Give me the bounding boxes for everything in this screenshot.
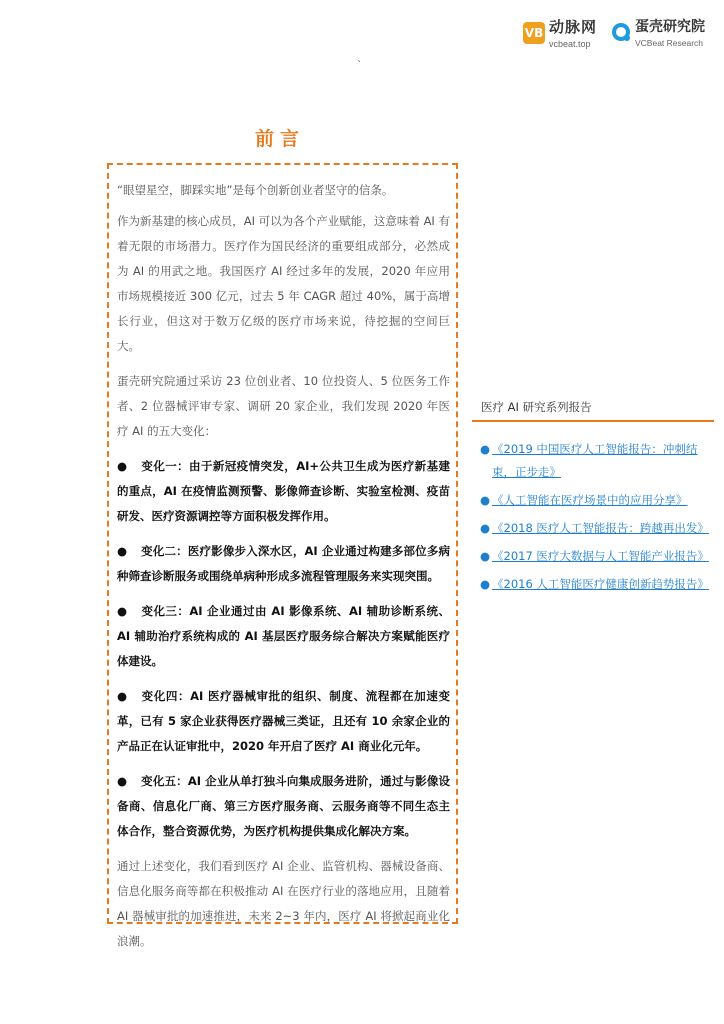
bullet-icon: ● <box>480 549 491 563</box>
vcbeat-logo-site: vcbeat.top <box>549 39 591 49</box>
bullet-icon: ● <box>480 493 491 507</box>
report-link-ai-scenarios[interactable]: 《人工智能在医疗场景中的应用分享》 <box>492 493 688 507</box>
preface-content <box>117 178 450 964</box>
report-link-item <box>480 573 710 596</box>
vcbeat-research-logo-name: 蛋壳研究院 <box>635 19 705 35</box>
change-text: 变化一：由于新冠疫情突发，AI+公共卫生成为医疗新基建的重点，AI 在疫情监测预警、影像筛查诊断、实验室检测、疫苗研发、医疗资源调控等方面积极发挥作用。 <box>117 459 450 523</box>
report-link-item <box>480 438 710 484</box>
report-series-title: 医疗 AI 研究系列报告 <box>481 400 592 414</box>
report-link-2017[interactable]: 《2017 医疗大数据与人工智能产业报告》 <box>492 549 709 563</box>
report-link-2018[interactable]: 《2018 医疗人工智能报告：跨越再出发》 <box>492 521 709 535</box>
vcbeat-research-logo-site: VCBeat Research <box>635 38 704 48</box>
preface-paragraph-1: 作为新基建的核心成员，AI 可以为各个产业赋能，这意味着 AI 有着无限的市场潜力。医疗作为国民经济的重要组成部分，必然成为 AI 的用武之地。我国医疗 AI 经过多年的发展，2020 年应用市场规模接近 300 亿元，过去 5 年 CAGR 超过 40%，属于高增长行业，但这对于数万亿级的医疗市场来说，待挖掘的空间巨大。 <box>117 214 450 353</box>
bullet-icon: ● <box>117 544 128 558</box>
report-series-divider <box>472 420 714 422</box>
report-series-list <box>480 438 710 601</box>
bullet-icon: ● <box>117 689 128 703</box>
bullet-icon: ● <box>117 604 128 618</box>
bullet-icon: ● <box>480 521 491 535</box>
vcbeat-research-logo <box>612 16 705 48</box>
report-link-2019[interactable]: 《2019 中国医疗人工智能报告：冲刺结束，正步走》 <box>492 442 698 479</box>
change-item <box>117 454 450 529</box>
vcbeat-research-logo-icon <box>612 23 630 41</box>
vcbeat-logo <box>523 16 597 49</box>
stray-mark: ` <box>357 60 362 71</box>
change-text: 变化四：AI 医疗器械审批的组织、制度、流程都在加速变革，已有 5 家企业获得医疗器械三类证，且还有 10 余家企业的产品正在认证审批中，2020 年开启了医疗 AI 商业化元年。 <box>117 689 450 753</box>
change-item <box>117 539 450 589</box>
change-item <box>117 599 450 674</box>
change-item <box>117 684 450 759</box>
bullet-icon: ● <box>480 442 491 456</box>
change-text: 变化三：AI 企业通过由 AI 影像系统、AI 辅助诊断系统、AI 辅助治疗系统构成的 AI 基层医疗服务综合解决方案赋能医疗体建设。 <box>117 604 450 668</box>
bullet-icon: ● <box>117 459 128 473</box>
change-item <box>117 769 450 844</box>
report-link-2016[interactable]: 《2016 人工智能医疗健康创新趋势报告》 <box>492 577 709 591</box>
preface-paragraph-2: 蛋壳研究院通过采访 23 位创业者、10 位投资人、5 位医务工作者、2 位器械评审专家、调研 20 家企业，我们发现 2020 年医疗 AI 的五大变化： <box>117 374 450 438</box>
change-text: 变化五：AI 企业从单打独斗向集成服务进阶，通过与影像设备商、信息化厂商、第三方医疗服务商、云服务商等不同生态主体合作，整合资源优势，为医疗机构提供集成化解决方案。 <box>117 774 450 838</box>
change-text: 变化二：医疗影像步入深水区，AI 企业通过构建多部位多病种筛查诊断服务或围绕单病种形成多流程管理服务来实现突围。 <box>117 544 450 583</box>
vcbeat-logo-icon: VB <box>523 22 545 44</box>
report-link-item <box>480 545 710 568</box>
preface-quote: “眼望星空，脚踩实地”是每个创新创业者坚守的信条。 <box>117 183 394 197</box>
report-link-item <box>480 489 710 512</box>
vcbeat-logo-name: 动脉网 <box>549 18 598 36</box>
report-link-item <box>480 517 710 540</box>
page-title: 前言 <box>254 128 305 150</box>
preface-conclusion: 通过上述变化，我们看到医疗 AI 企业、监管机构、器械设备商、信息化服务商等都在积极推动 AI 在医疗行业的落地应用，且随着 AI 器械审批的加速推进，未来 2~3 年内，医疗 AI 将掀起商业化浪潮。 <box>117 859 450 948</box>
bullet-icon: ● <box>117 774 128 788</box>
bullet-icon: ● <box>480 577 491 591</box>
